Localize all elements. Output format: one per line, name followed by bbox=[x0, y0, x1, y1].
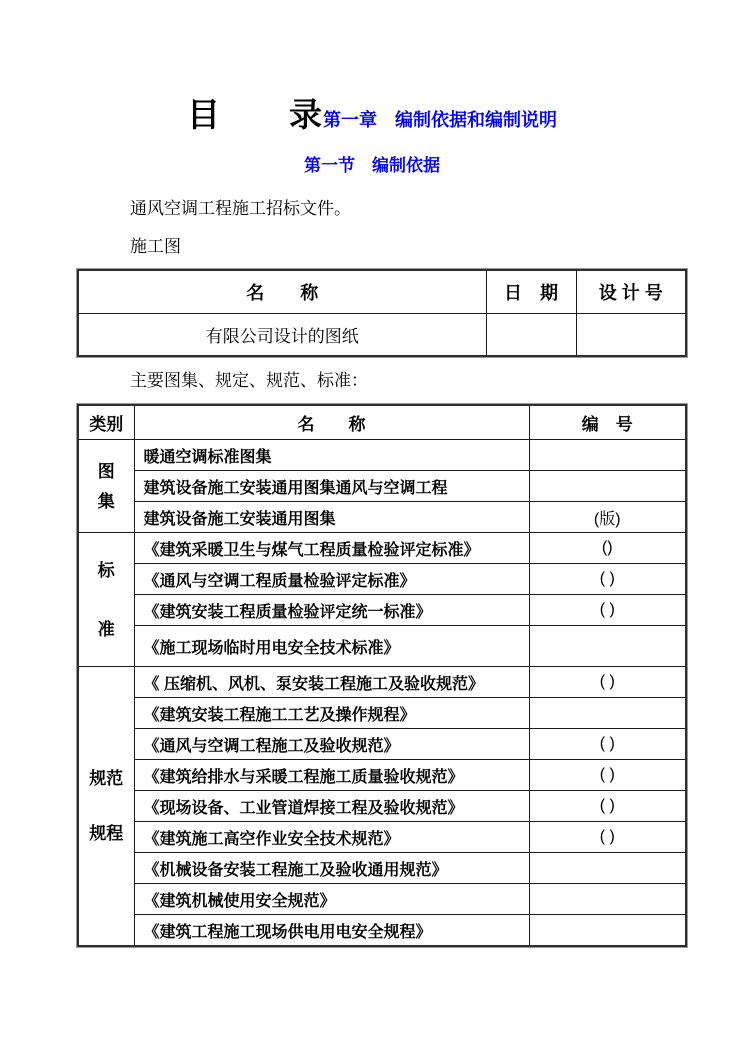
table-row bbox=[78, 915, 686, 947]
name-cell: 《施工现场临时用电安全技术标准》 bbox=[134, 626, 529, 667]
header-cell-design-no: 设 计 号 bbox=[576, 270, 686, 314]
name-cell: 《建筑给排水与采暖工程施工质量验收规范》 bbox=[134, 760, 529, 791]
intro-paragraph: 通风空调工程施工招标文件。 bbox=[130, 199, 351, 218]
table-row bbox=[78, 667, 686, 698]
number-cell bbox=[529, 853, 686, 884]
table-row bbox=[78, 440, 686, 471]
number-cell: ( ) bbox=[529, 564, 686, 595]
name-cell: 《机械设备安装工程施工及验收通用规范》 bbox=[134, 853, 529, 884]
category-line: 规范 bbox=[89, 769, 124, 788]
category-line: 标 bbox=[97, 560, 115, 580]
category-line: 图 bbox=[97, 461, 115, 481]
number-cell: ( ) bbox=[529, 729, 686, 760]
number-cell: ( ) bbox=[529, 822, 686, 853]
table-row bbox=[78, 564, 686, 595]
name-cell: 《 压缩机、风机、泵安装工程施工及验收规范》 bbox=[134, 667, 529, 698]
number-cell bbox=[529, 471, 686, 502]
name-cell: 《建筑采暖卫生与煤气工程质量检验评定标准》 bbox=[134, 533, 529, 564]
number-cell: (版) bbox=[529, 502, 686, 533]
header-cell-date: 日 期 bbox=[486, 270, 576, 314]
name-cell: 《建筑工程施工现场供电用电安全规程》 bbox=[134, 915, 529, 947]
category-line: 准 bbox=[97, 619, 115, 639]
header-cell-number: 编 号 bbox=[529, 405, 686, 440]
number-cell: ( ) bbox=[529, 760, 686, 791]
table-row bbox=[78, 595, 686, 626]
number-cell bbox=[529, 698, 686, 729]
drawings-table-header-row bbox=[78, 270, 686, 314]
category-cell-atlas bbox=[78, 440, 134, 533]
name-cell: 建筑设备施工安装通用图集通风与空调工程 bbox=[134, 471, 529, 502]
header-cell-category: 类别 bbox=[78, 405, 134, 440]
number-cell: ( ) bbox=[529, 667, 686, 698]
table-row bbox=[78, 853, 686, 884]
table-row bbox=[78, 698, 686, 729]
category-line: 规程 bbox=[89, 824, 124, 843]
table-row bbox=[78, 626, 686, 667]
table-row bbox=[78, 822, 686, 853]
table-row bbox=[78, 314, 686, 357]
toc-title: 目 录 bbox=[187, 96, 323, 133]
header-cell-name: 名 称 bbox=[134, 405, 529, 440]
name-cell: 《通风与空调工程质量检验评定标准》 bbox=[134, 564, 529, 595]
standards-label: 主要图集、规定、规范、标准： bbox=[130, 371, 368, 390]
table-row bbox=[78, 502, 686, 533]
table-row bbox=[78, 471, 686, 502]
number-cell: () bbox=[529, 533, 686, 564]
table-row bbox=[78, 760, 686, 791]
number-cell bbox=[529, 884, 686, 915]
name-cell: 建筑设备施工安装通用图集 bbox=[134, 502, 529, 533]
number-cell bbox=[529, 626, 686, 667]
name-cell: 《建筑安装工程质量检验评定统一标准》 bbox=[134, 595, 529, 626]
number-cell bbox=[529, 440, 686, 471]
drawings-label: 施工图 bbox=[130, 237, 181, 256]
name-cell: 《通风与空调工程施工及验收规范》 bbox=[134, 729, 529, 760]
category-cell-code bbox=[78, 667, 134, 947]
section-title: 第一节 编制依据 bbox=[304, 156, 440, 175]
number-cell bbox=[529, 915, 686, 947]
name-cell: 《建筑安装工程施工工艺及操作规程》 bbox=[134, 698, 529, 729]
chapter-title: 第一章 编制依据和编制说明 bbox=[323, 110, 557, 130]
table-row bbox=[78, 533, 686, 564]
category-line: 集 bbox=[97, 491, 115, 511]
standards-table-header-row bbox=[78, 405, 686, 440]
table-row bbox=[78, 884, 686, 915]
category-cell-standard bbox=[78, 533, 134, 667]
section-line bbox=[0, 157, 744, 175]
standards-table bbox=[77, 404, 687, 947]
date-cell bbox=[486, 314, 576, 357]
name-cell: 《建筑施工高空作业安全技术规范》 bbox=[134, 822, 529, 853]
title-line bbox=[0, 0, 744, 131]
number-cell: ( ) bbox=[529, 595, 686, 626]
name-cell: 有限公司设计的图纸 bbox=[78, 314, 486, 357]
name-cell: 《建筑机械使用安全规范》 bbox=[134, 884, 529, 915]
name-cell: 《现场设备、工业管道焊接工程及验收规范》 bbox=[134, 791, 529, 822]
header-cell-name: 名 称 bbox=[78, 270, 486, 314]
drawings-table bbox=[77, 269, 687, 357]
table-row bbox=[78, 729, 686, 760]
name-cell: 暖通空调标准图集 bbox=[134, 440, 529, 471]
table-row bbox=[78, 791, 686, 822]
number-cell: ( ) bbox=[529, 791, 686, 822]
design-no-cell bbox=[576, 314, 686, 357]
